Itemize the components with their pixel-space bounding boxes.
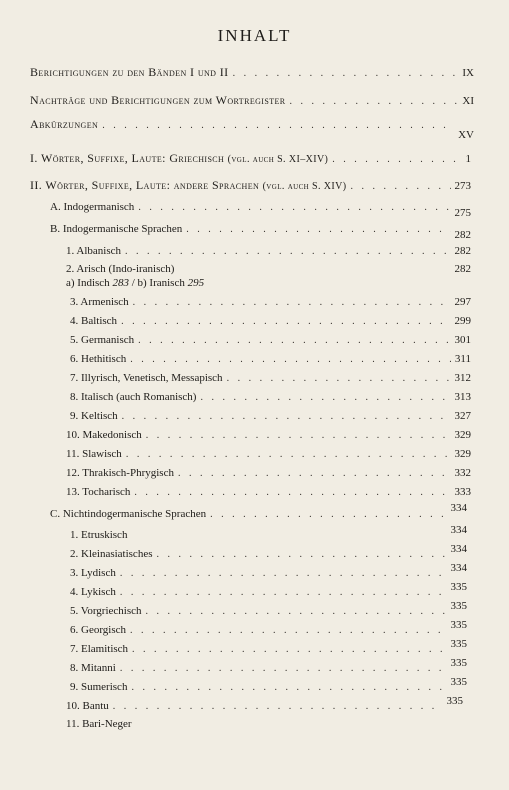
toc-entry-label: 1. Albanisch [66,245,121,257]
dot-leader [122,411,451,422]
toc-entry-page: IX [462,67,474,79]
dot-leader [200,392,450,403]
toc-entry-page: 332 [454,467,471,479]
toc-entry [30,117,474,141]
toc-entry-page: 335 [450,600,467,612]
toc-entry [70,353,471,365]
dot-leader [134,487,450,498]
toc-entry-label: 2. Arisch (Indo-iranisch) [66,263,175,275]
toc-entry-label: 10. Bantu [66,700,109,712]
dot-leader [121,316,450,327]
toc-entry-label: 7. Elamitisch [70,643,129,655]
toc-entry-page: 329 [454,448,471,460]
toc-entry-label: A. Indogermanisch [50,201,135,213]
toc-entry-page: 333 [454,486,471,498]
dot-leader [132,644,446,655]
toc-entry [70,315,471,327]
toc-entry-label: 3. Armenisch [70,296,129,308]
toc-entry-page: 282 [454,263,471,275]
toc-entry [70,562,467,579]
toc-entry [70,581,467,598]
toc-entry-label: 12. Thrakisch-Phrygisch [66,467,174,479]
toc-entry-page: 334 [450,502,467,514]
toc-entry-page: 282 [454,229,471,241]
toc-entry-label: 2. Kleinasiatisches [70,548,153,560]
toc-entry-label: 5. Vorgriechisch [70,605,142,617]
iranisch-page: 295 [187,277,205,289]
dot-leader [227,373,451,384]
toc-entry [30,151,471,166]
toc-entry-label: 9. Sumerisch [70,681,128,693]
toc-entry-label: 5. Germanisch [70,334,135,346]
toc-entry-page: 311 [454,353,471,365]
toc-entry-label: 9. Keltisch [70,410,118,422]
toc-entry-page: 313 [454,391,471,403]
toc-entry-label: 8. Italisch (auch Romanisch) [70,391,197,403]
toc-entry-page: XV [458,129,474,141]
toc-entry-label: Nachträge und Berichtigungen zum Wortregister [30,93,286,107]
dot-leader [138,202,450,213]
toc-entry-label: II. Wörter, Suffixe, Laute: andere Sprachen (vgl. auch S. XIV) [30,178,347,192]
toc-entry-label: 11. Bari-Neger [66,718,132,730]
dot-leader [126,449,451,460]
toc-entry [70,391,471,403]
toc-entry [70,619,467,636]
arisch-subentries [66,277,204,289]
toc-entry-label: 3. Lydisch [70,567,116,579]
toc-entry-label: 1. Etruskisch [70,529,128,541]
iranisch-label: b) Iranisch [137,277,185,289]
toc-entry [30,65,474,80]
toc-entry-label: 4. Baltisch [70,315,118,327]
toc-entry-label: 13. Tocharisch [66,486,131,498]
toc-entry-label: 8. Mitanni [70,662,116,674]
toc-entry [70,676,467,693]
dot-leader [130,354,451,365]
toc-entry-label: 6. Hethitisch [70,353,127,365]
toc-entry [30,93,474,108]
toc-entry-page: 334 [450,562,467,574]
dot-leader [102,120,454,131]
toc-entry-label: 10. Makedonisch [66,429,142,441]
toc-entry [70,334,471,346]
toc-entry-label: B. Indogermanische Sprachen [50,223,183,235]
separator: / [131,277,135,289]
toc-entry-page: 335 [450,581,467,593]
toc-entry-page: 275 [454,207,471,219]
toc-entry-page: 282 [454,245,471,257]
toc-entry-label: Abkürzungen [30,117,99,131]
toc-entry [30,178,471,193]
dot-leader [130,625,446,636]
toc-entry [66,448,471,460]
toc-entry-page: 335 [446,695,463,707]
toc-entry-label: 11. Slawisch [66,448,122,460]
toc-entry [50,223,471,241]
toc-entry-page: 329 [454,429,471,441]
dot-leader [290,96,459,107]
toc-entry-label: C. Nichtindogermanische Sprachen [50,508,207,520]
dot-leader [138,335,450,346]
toc-entry-page: 335 [450,676,467,688]
indisch-label: a) Indisch [66,277,110,289]
dot-leader [113,701,443,712]
dot-leader [178,468,451,479]
toc-entry [70,372,471,384]
toc-entry-page: 273 [454,180,471,192]
dot-leader [332,154,461,165]
toc-entry [70,600,467,617]
toc-entry-page: 335 [450,638,467,650]
toc-entry-label: 6. Georgisch [70,624,127,636]
page-title: INHALT [217,26,292,45]
dot-leader [120,568,447,579]
toc-entry-page: 327 [454,410,471,422]
dot-leader [156,549,446,560]
toc-entry [70,638,467,655]
toc-entry-page: 312 [454,372,471,384]
dot-leader [351,181,451,192]
dot-leader [125,246,451,257]
toc-entry-label: 4. Lykisch [70,586,116,598]
toc-entry [66,718,463,730]
toc-entry [70,296,471,308]
dot-leader [120,587,447,598]
toc-entry [66,429,471,441]
toc-entry [50,201,471,219]
toc-entry-page: 297 [454,296,471,308]
dot-leader [120,663,447,674]
toc-entry-page: 334 [450,524,467,536]
toc-entry [66,486,471,498]
dot-leader [131,682,446,693]
dot-leader [146,606,447,617]
toc-entry-page: 335 [450,657,467,669]
toc-entry [50,502,467,520]
dot-leader [146,430,451,441]
toc-entry-page: XI [462,95,474,107]
dot-leader [210,509,446,520]
dot-leader [133,297,451,308]
toc-entry [70,524,467,541]
toc-entry-page: 301 [454,334,471,346]
indisch-page: 283 [112,277,129,289]
toc-entry-page: 335 [450,619,467,631]
toc-entry [70,410,471,422]
dot-leader [233,68,459,79]
toc-entry-label: 7. Illyrisch, Venetisch, Messapisch [70,372,223,384]
toc-entry-page: 299 [454,315,471,327]
dot-leader [186,224,450,235]
toc-entry-page: 1 [465,153,471,165]
toc-entry [70,543,467,560]
toc-entry [66,467,471,479]
toc-entry-label: I. Wörter, Suffixe, Laute: Griechisch (vgl. auch S. XI–XIV) [30,151,329,165]
toc-entry-page: 334 [450,543,467,555]
toc-entry [70,657,467,674]
toc-entry [66,245,471,257]
toc-entry-label: Berichtigungen zu den Bänden I und II [30,65,229,79]
toc-entry [66,263,471,275]
toc-entry [66,695,463,712]
